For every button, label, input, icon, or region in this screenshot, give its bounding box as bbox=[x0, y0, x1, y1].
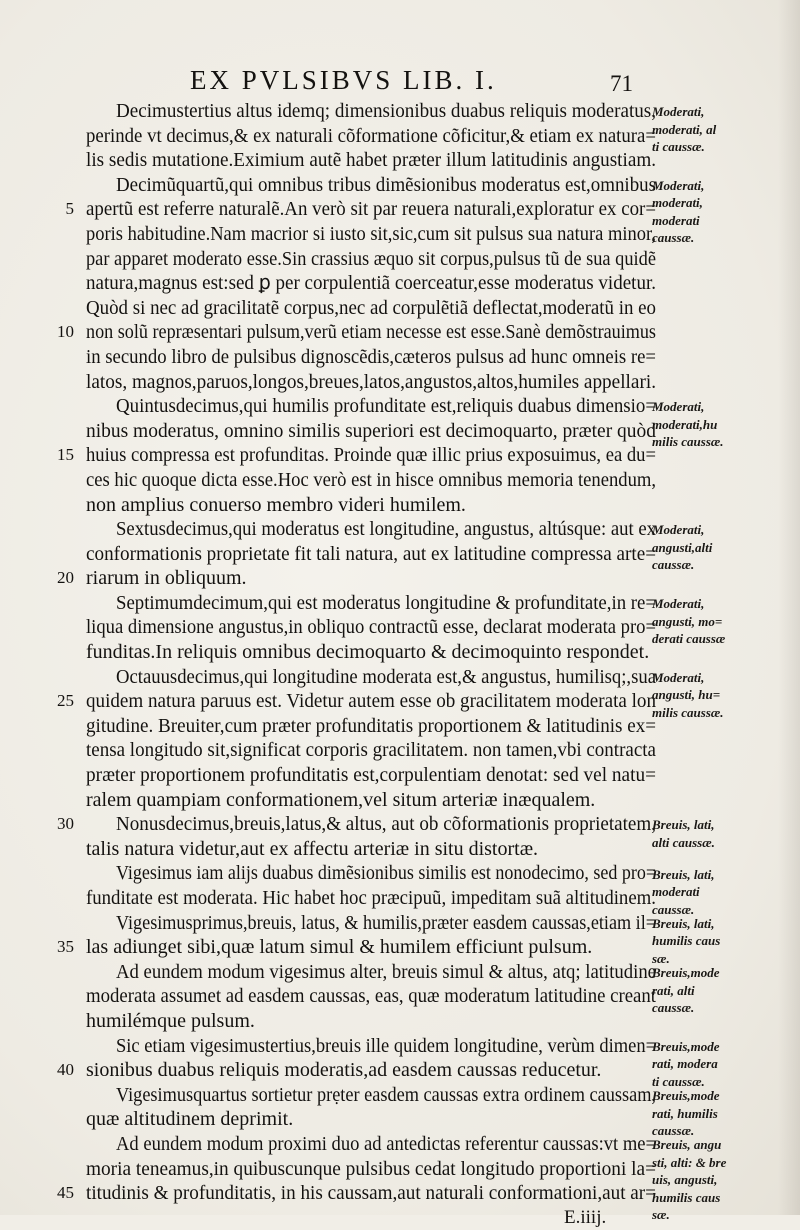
margin-note-line: moderati,hu bbox=[652, 416, 718, 432]
text-line bbox=[57, 320, 656, 345]
text-line bbox=[86, 591, 656, 616]
margin-note-line: Moderati, bbox=[652, 399, 705, 415]
line-number: 45 bbox=[57, 1183, 74, 1203]
text-line bbox=[86, 173, 656, 198]
line-text: funditas.In reliquis omnibus decimoquarto & decimoquinto respondet. bbox=[86, 641, 650, 664]
line-text: Ad eundem modum proximi duo ad antedictas referentur caussas:vt me= bbox=[116, 1132, 656, 1155]
margin-note-line: humilis caus bbox=[652, 1189, 721, 1205]
line-text: riarum in obliquum. bbox=[86, 567, 247, 590]
margin-note-line: Breuis, lati, bbox=[652, 817, 715, 833]
margin-note-line: angusti, hu= bbox=[652, 687, 721, 703]
line-text: nibus moderatus, omnino similis superiori est decimoquarto, præter quòd bbox=[86, 419, 656, 442]
margin-note-line: Breuis,mode bbox=[652, 965, 720, 980]
text-line bbox=[86, 886, 656, 911]
text-line bbox=[86, 960, 656, 985]
line-number: 20 bbox=[57, 568, 74, 588]
text-line bbox=[86, 984, 656, 1009]
line-text: moderata assumet ad easdem caussas, eas, quæ moderatum latitudine creant bbox=[86, 985, 656, 1008]
text-line bbox=[86, 1034, 656, 1059]
line-text: in secundo libro de pulsibus dignoscẽdis,cæteros pulsus ad hunc omneis re= bbox=[86, 345, 656, 368]
line-text: perinde vt decimus,& ex naturali cõformatione cõficitur,& etiam ex natura= bbox=[86, 124, 656, 147]
text-line bbox=[86, 124, 656, 149]
line-text: las adiunget sibi,quæ latum simul & humilem efficiunt pulsum. bbox=[86, 936, 593, 959]
margin-note-line: moderati bbox=[652, 212, 700, 228]
line-text: lis sedis mutatione.Eximium autẽ habet præter illum latitudinis angustiam. bbox=[86, 149, 656, 172]
margin-note-line: ti caussæ. bbox=[652, 139, 705, 154]
margin-note-line: Moderati, bbox=[652, 177, 705, 193]
margin-note-line: Breuis, lati, bbox=[652, 866, 715, 882]
text-line bbox=[86, 861, 656, 886]
margin-note-line: rati, humilis bbox=[652, 1105, 718, 1121]
text-line bbox=[86, 665, 656, 690]
line-text: moria teneamus,in quibuscunque pulsibus cedat longitudo proportioni la= bbox=[86, 1157, 656, 1180]
margin-note bbox=[652, 398, 770, 451]
signature-line bbox=[86, 1206, 656, 1230]
text-line bbox=[86, 1157, 656, 1182]
line-text: funditate est moderata. Hic habet hoc præcipuũ, impeditam suã altitudinem. bbox=[86, 887, 656, 909]
line-text: titudinis & profunditatis, in his caussam,aut naturali conformationi,aut ar= bbox=[86, 1182, 656, 1205]
line-text: Nonusdecimus,breuis,latus,& altus, aut ob cõformationis proprietatem, bbox=[116, 813, 656, 836]
margin-note-line: Moderati, bbox=[652, 522, 705, 538]
line-text: Sextusdecimus,qui moderatus est longitudine, angustus, altúsque: aut ex bbox=[116, 518, 656, 541]
margin-note-line: derati caussæ bbox=[652, 631, 726, 646]
text-line bbox=[57, 812, 656, 837]
margin-note-line: Moderati, bbox=[652, 104, 705, 119]
line-text: ces hic quoque dicta esse.Hoc verò est in hisce omnibus memoria tenendum, bbox=[86, 468, 656, 491]
line-text: Vigesimusquartus sortietur prẹter easdem caussas extra ordinem caussam, bbox=[116, 1083, 656, 1106]
margin-note-line: humilis caus bbox=[652, 933, 721, 949]
text-line bbox=[86, 763, 656, 788]
line-number: 15 bbox=[57, 445, 74, 465]
margin-note bbox=[652, 595, 770, 648]
line-text: Vigesimusprimus,breuis, latus, & humilis,præter easdem caussas,etiam il= bbox=[116, 911, 656, 934]
margin-note-line: Breuis,mode bbox=[652, 1088, 720, 1103]
text-line bbox=[86, 640, 656, 665]
line-text: huius compressa est profunditas. Proinde quæ illic prius exposuimus, ea du= bbox=[86, 444, 656, 467]
margin-note-line: caussæ. bbox=[652, 1123, 695, 1138]
line-text: talis natura videtur,aut ex affectu arteriæ in situ distortæ. bbox=[86, 837, 539, 860]
line-text: humilémque pulsum. bbox=[86, 1009, 255, 1032]
margin-note bbox=[652, 866, 770, 919]
line-text: gitudine. Breuiter,cum præter profunditatis proportionem & latitudinis ex= bbox=[86, 714, 656, 737]
line-text: Vigesimus iam alijs duabus dimẽsionibus similis est nonodecimo, sed pro= bbox=[116, 862, 656, 885]
text-line bbox=[86, 911, 656, 936]
margin-note bbox=[652, 1038, 770, 1091]
margin-note bbox=[652, 521, 770, 574]
margin-note bbox=[652, 103, 770, 156]
signature-mark: E.iiij. bbox=[564, 1206, 607, 1228]
line-text: par apparet moderato esse.Sin crassius æquo sit corpus,pulsus tũ de sua quidẽ bbox=[86, 247, 656, 270]
margin-note-line: angusti, mo= bbox=[652, 613, 723, 629]
text-line bbox=[86, 99, 656, 124]
margin-note-line: Moderati, bbox=[652, 596, 705, 611]
line-text: quæ altitudinem deprimit. bbox=[86, 1108, 294, 1131]
running-header bbox=[190, 64, 633, 96]
margin-note-line: angusti,alti bbox=[652, 539, 713, 555]
line-number: 40 bbox=[57, 1060, 74, 1080]
text-line bbox=[86, 468, 656, 493]
margin-note bbox=[652, 915, 770, 968]
line-number: 25 bbox=[57, 691, 74, 711]
text-line bbox=[57, 1058, 656, 1083]
margin-note-line: caussæ. bbox=[652, 1000, 695, 1015]
line-text: Decimustertius altus idemq; dimensionibus duabus reliquis moderatus, bbox=[116, 100, 656, 122]
line-number: 10 bbox=[57, 322, 74, 342]
margin-note-line: alti caussæ. bbox=[652, 834, 715, 850]
folio-number: 71 bbox=[610, 71, 633, 96]
text-line bbox=[57, 689, 656, 714]
line-text: apertũ est referre naturalẽ.An verò sit par reuera naturali,exploratur ex cor= bbox=[86, 198, 656, 221]
line-text: Quintusdecimus,qui humilis profunditate est,reliquis duabus dimensio= bbox=[116, 395, 656, 418]
line-text: Sic etiam vigesimustertius,breuis ille quidem longitudine, verùm dimen= bbox=[116, 1034, 656, 1057]
margin-note-line: milis caussæ. bbox=[652, 434, 724, 450]
text-line bbox=[86, 1132, 656, 1157]
text-line bbox=[86, 738, 656, 763]
text-line bbox=[86, 296, 656, 321]
margin-note-line: milis caussæ. bbox=[652, 704, 724, 720]
line-text: non solũ repræsentari pulsum,verũ etiam necesse est esse.Sanè demõstrauimus bbox=[86, 321, 656, 344]
margin-note-line: rati, modera bbox=[652, 1056, 718, 1072]
text-line bbox=[86, 493, 656, 518]
text-line bbox=[57, 1181, 656, 1206]
text-line bbox=[57, 443, 656, 468]
margin-note bbox=[652, 177, 770, 247]
text-line bbox=[86, 837, 656, 862]
line-text: conformationis proprietate fit tali natura, aut ex latitudine compressa arte= bbox=[86, 542, 656, 565]
text-line bbox=[86, 1009, 656, 1034]
margin-note bbox=[652, 816, 770, 851]
line-text: Quòd si nec ad gracilitatẽ corpus,nec ad corpulẽtiã deflectat,moderatũ in eo bbox=[86, 296, 656, 319]
main-text bbox=[57, 99, 656, 1230]
line-text: præter proportionem profunditatis est,corpulentiam denotat: sed vel natu= bbox=[86, 764, 656, 787]
margin-note bbox=[652, 964, 770, 1017]
text-line bbox=[65, 197, 656, 222]
text-line bbox=[86, 788, 656, 813]
text-line bbox=[86, 714, 656, 739]
running-title: EX PVLSIBVS LIB. I. bbox=[190, 65, 497, 95]
page-edge-shadow bbox=[778, 0, 800, 1215]
margin-note-line: sæ. bbox=[652, 1207, 670, 1223]
line-text: natura,magnus est:sed ꝑ per corpulentiã coerceatur,esse moderatus videtur. bbox=[86, 272, 656, 295]
line-number: 35 bbox=[57, 937, 74, 957]
line-number: 30 bbox=[57, 814, 74, 834]
text-line bbox=[86, 345, 656, 370]
line-text: poris habitudine.Nam macrior si iusto sit,sic,cum sit pulsus sua natura minor, bbox=[86, 222, 656, 245]
line-text: sionibus duabus reliquis moderatis,ad easdem caussas reducetur. bbox=[86, 1059, 602, 1082]
text-line bbox=[86, 419, 656, 444]
text-line bbox=[57, 935, 656, 960]
text-line bbox=[86, 370, 656, 395]
margin-note-line: caussæ. bbox=[652, 230, 695, 246]
line-text: Decimũquartũ,qui omnibus tribus dimẽsionibus moderatus est,omnibus bbox=[116, 173, 656, 196]
line-number: 5 bbox=[65, 199, 74, 219]
margin-note-line: Moderati, bbox=[652, 669, 705, 685]
margin-note-line: sti, alti: & bre bbox=[652, 1154, 727, 1170]
margin-note-line: moderati bbox=[652, 884, 700, 900]
text-line bbox=[86, 542, 656, 567]
text-line bbox=[57, 566, 656, 591]
margin-note-line: rati, alti bbox=[652, 982, 695, 998]
margin-note bbox=[652, 1087, 770, 1140]
text-line bbox=[86, 615, 656, 640]
text-line bbox=[86, 148, 656, 173]
margin-note-line: ti caussæ. bbox=[652, 1073, 705, 1089]
text-line bbox=[86, 271, 656, 296]
text-line bbox=[86, 1107, 656, 1132]
line-text: liqua dimensione angustus,in obliquo contractũ esse, declarat moderata pro= bbox=[86, 616, 656, 639]
text-line bbox=[86, 1083, 656, 1108]
line-text: tensa longitudo sit,significat corporis gracilitatem. non tamen,vbi contracta bbox=[86, 739, 656, 762]
margin-note-line: caussæ. bbox=[652, 901, 695, 917]
margin-note-line: Breuis, lati, bbox=[652, 915, 715, 931]
margin-note-line: moderati, al bbox=[652, 121, 717, 137]
line-text: non amplius conuerso membro videri humilem. bbox=[86, 493, 466, 516]
text-line bbox=[86, 517, 656, 542]
margin-note-line: Breuis, angu bbox=[652, 1137, 722, 1153]
text-line bbox=[86, 222, 656, 247]
line-text: Septimumdecimum,qui est moderatus longitudine & profunditate,in re= bbox=[116, 591, 656, 614]
line-text: ralem quampiam conformationem,vel situm arteriæ inæqualem. bbox=[86, 788, 596, 811]
margin-note-line: uis, angusti, bbox=[652, 1172, 718, 1188]
margin-note bbox=[652, 669, 770, 722]
margin-note-line: caussæ. bbox=[652, 557, 695, 573]
margin-note-line: Breuis,mode bbox=[652, 1038, 720, 1054]
line-text: Octauusdecimus,qui longitudine moderata est,& angustus, humilisq;,sua bbox=[116, 665, 656, 688]
margin-note-line: sæ. bbox=[652, 950, 670, 966]
margin-note bbox=[652, 1136, 770, 1224]
line-text: latos, magnos,paruos,longos,breues,latos,angustos,altos,humiles appellari. bbox=[86, 370, 656, 393]
line-text: Ad eundem modum vigesimus alter, breuis simul & altus, atq; latitudine bbox=[116, 960, 656, 983]
line-text: quidem natura paruus est. Videtur autem esse ob gracilitatem moderata lon bbox=[86, 690, 656, 713]
text-line bbox=[86, 394, 656, 419]
margin-note-line: moderati, bbox=[652, 195, 703, 211]
text-line bbox=[86, 247, 656, 272]
